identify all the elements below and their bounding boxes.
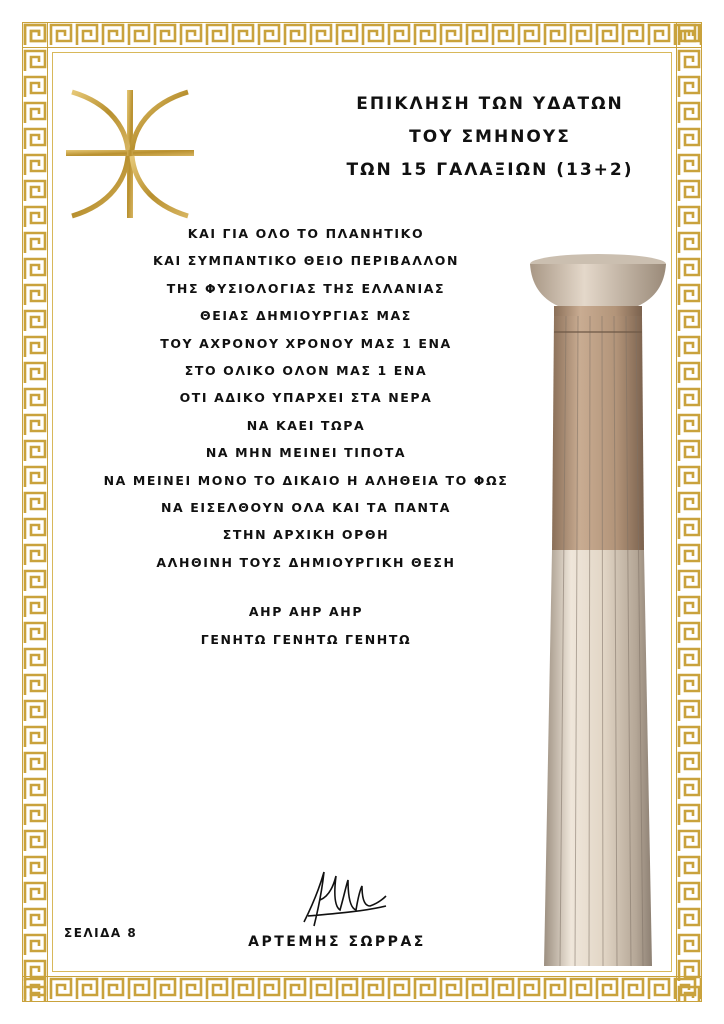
text-line: ΣΤΟ ΟΛΙΚΟ ΟΛΟΝ ΜΑΣ 1 ΕΝΑ	[184, 362, 428, 378]
doric-column-illustration	[518, 250, 678, 966]
text-line: ΟΤΙ ΑΔΙΚΟ ΥΠΑΡΧΕΙ ΣΤΑ ΝΕΡΑ	[179, 390, 433, 406]
text-line: ΚΑΙ ΓΙΑ ΟΛΟ ΤΟ ΠΛΑΝΗΤΙΚΟ	[187, 226, 425, 241]
golden-cosmic-symbol-icon	[62, 86, 198, 222]
closing-chant	[56, 598, 556, 654]
text-line: ΝΑ ΕΙΣΕΛΘΟΥΝ ΟΛΑ ΚΑΙ ΤΑ ΠΑΝΤΑ	[161, 499, 451, 515]
greek-key-border-bottom	[22, 976, 702, 1002]
text-line: ΣΤΗΝ ΑΡΧΙΚΗ ΟΡΘΗ	[222, 527, 390, 543]
title-line-3: ΤΩΝ 15 ΓΑΛΑΞΙΩΝ (13+2)	[346, 160, 634, 180]
text-line: ΤΗΣ ΦΥΣΙΟΛΟΓΙΑΣ ΤΗΣ ΕΛΛΑΝΙΑΣ	[166, 280, 446, 296]
text-line: ΤΟΥ ΑΧΡΟΝΟΥ ΧΡΟΝΟΥ ΜΑΣ 1 ΕΝΑ	[160, 335, 452, 351]
chant-line-1: ΑΗΡ ΑΗΡ ΑΗΡ	[248, 604, 364, 619]
page-number: ΣΕΛΙΔΑ 8	[64, 926, 138, 940]
title-line-2: ΤΟΥ ΣΜΗΝΟΥΣ	[409, 127, 571, 147]
text-line: ΝΑ ΜΗΝ ΜΕΙΝΕΙ ΤΙΠΟΤΑ	[205, 445, 407, 461]
text-line: ΑΛΗΘΙΝΗ ΤΟΥΣ ΔΗΜΙΟΥΡΓΙΚΗ ΘΕΣΗ	[156, 554, 456, 570]
greek-key-border-top	[22, 22, 702, 48]
chant-line-2: ΓΕΝΗΤΩ ΓΕΝΗΤΩ ΓΕΝΗΤΩ	[200, 632, 412, 647]
text-line: ΘΕΙΑΣ ΔΗΜΙΟΥΡΓΙΑΣ ΜΑΣ	[200, 308, 412, 324]
text-line: ΝΑ ΜΕΙΝΕΙ ΜΟΝΟ ΤΟ ΔΙΚΑΙΟ Η ΑΛΗΘΕΙΑ ΤΟ ΦΩΣ	[103, 472, 509, 488]
greek-key-border-left	[22, 22, 48, 1002]
handwritten-signature	[290, 866, 390, 932]
document-title	[320, 88, 660, 187]
invocation-text	[56, 220, 556, 576]
author-name: ΑΡΤΕΜΗΣ ΣΩΡΡΑΣ	[248, 934, 426, 950]
title-line-1: ΕΠΙΚΛΗΣΗ ΤΩΝ ΥΔΑΤΩΝ	[356, 94, 624, 114]
text-line: ΚΑΙ ΣΥΜΠΑΝΤΙΚΟ ΘΕΙΟ ΠΕΡΙΒΑΛΛΟΝ	[152, 253, 460, 269]
greek-key-border-right	[676, 22, 702, 1002]
text-line: ΝΑ ΚΑΕΙ ΤΩΡΑ	[246, 417, 366, 433]
